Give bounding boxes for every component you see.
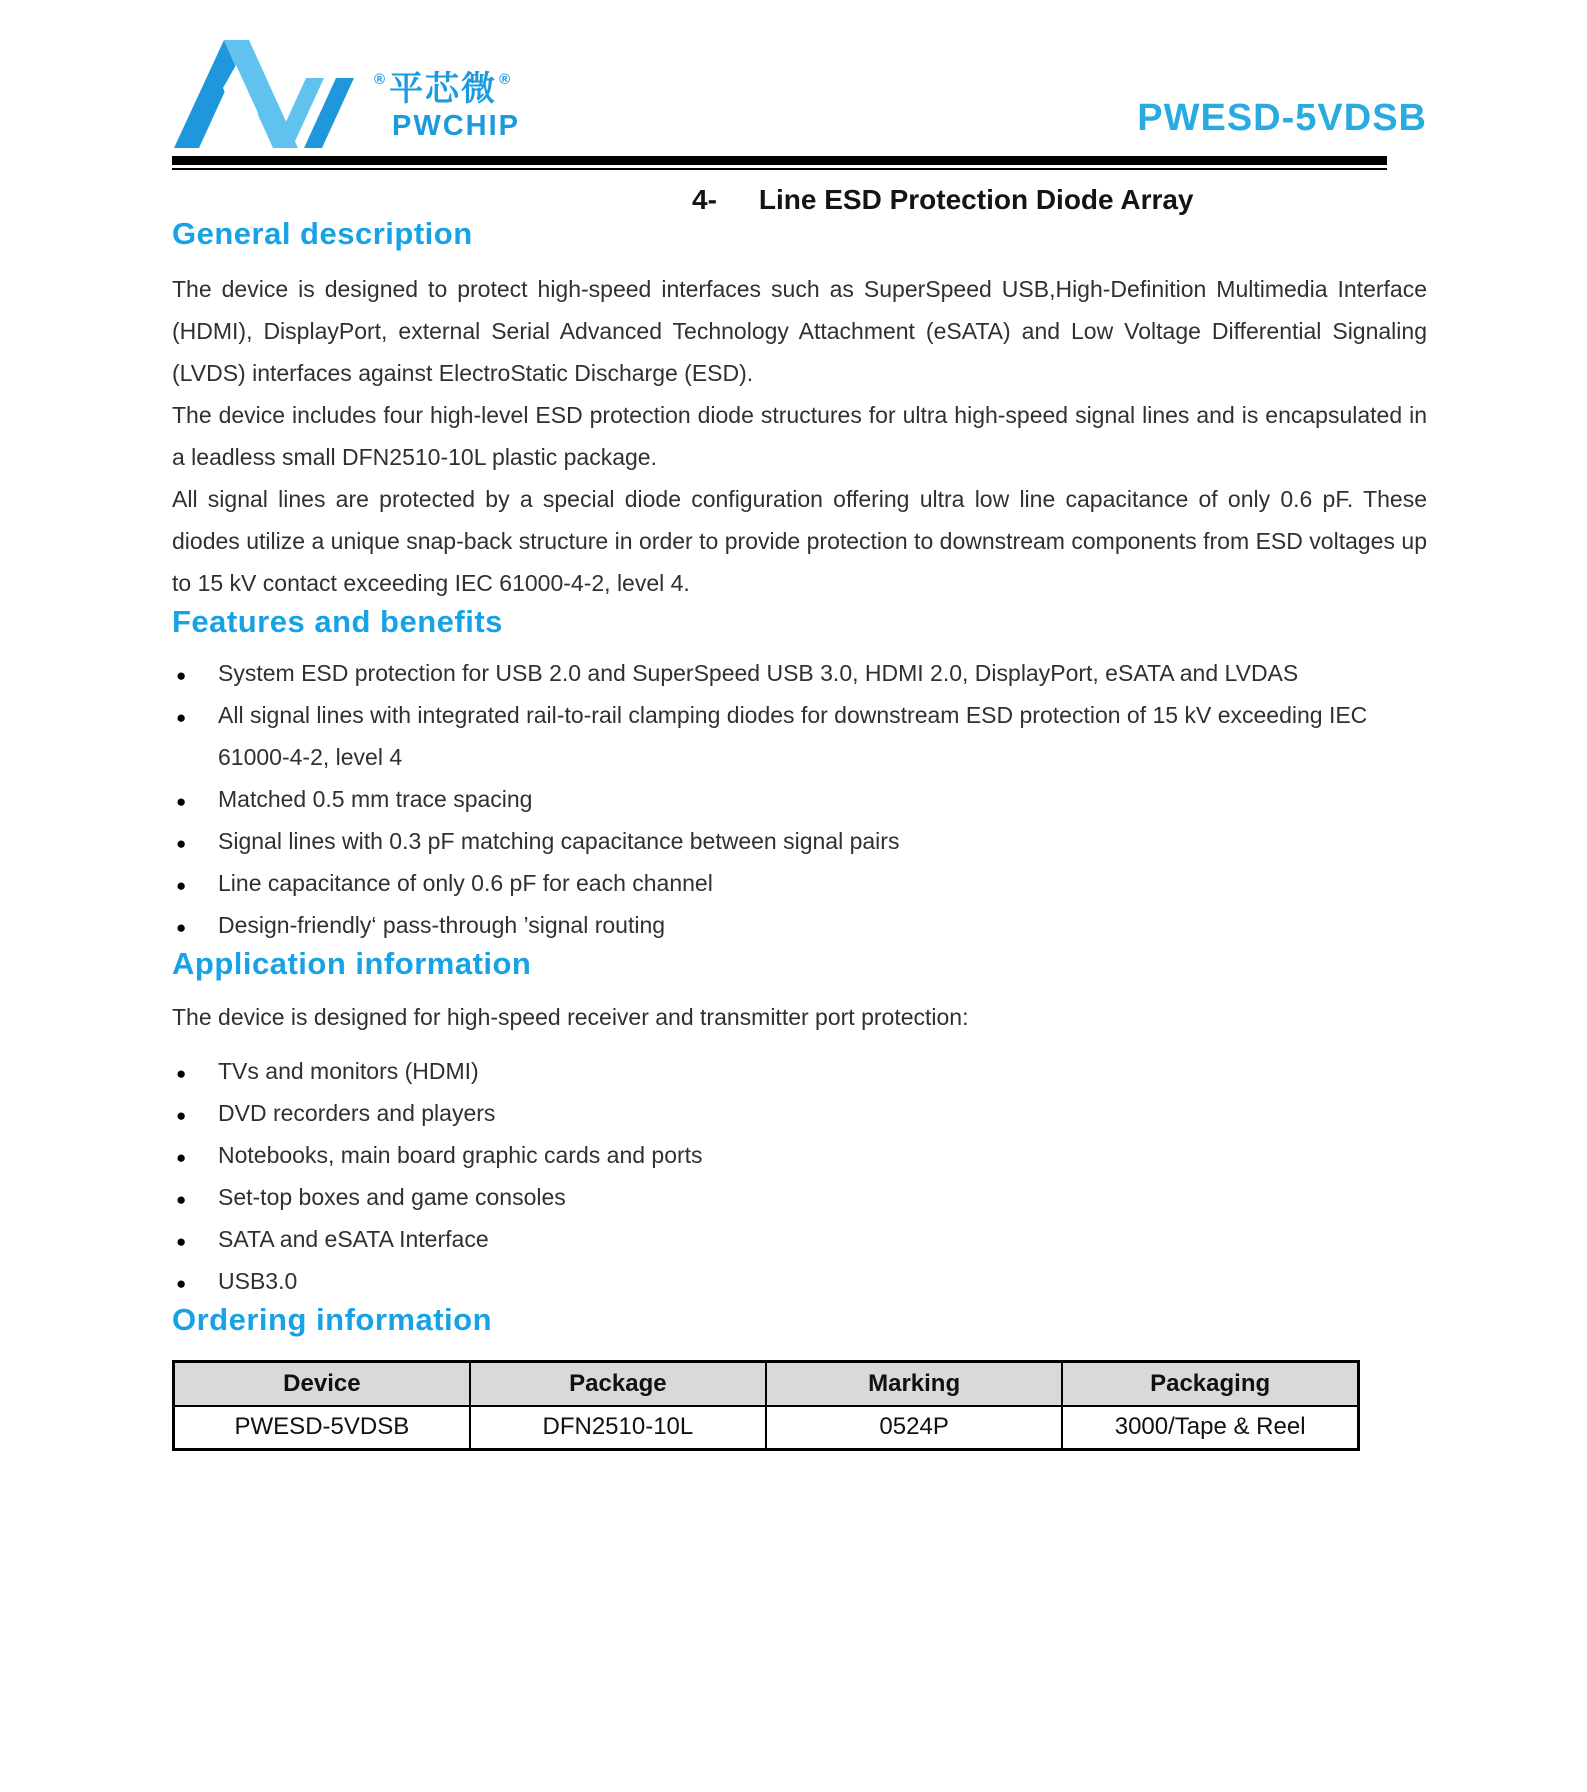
list-item	[172, 1260, 1427, 1302]
logo-cn-text: 平芯微	[389, 70, 498, 108]
features-list	[172, 652, 1427, 946]
bullet-icon	[176, 1134, 186, 1179]
cell-marking: 0524P	[766, 1406, 1062, 1450]
ordering-table	[172, 1360, 1360, 1451]
list-item	[172, 1050, 1427, 1092]
pwchip-logo-icon	[172, 38, 364, 150]
doc-title-text: Line ESD Protection Diode Array	[758, 184, 1194, 215]
list-item-text: TVs and monitors (HDMI)	[218, 1058, 479, 1084]
list-item	[172, 1176, 1427, 1218]
list-item	[172, 862, 1427, 904]
bullet-icon	[176, 820, 186, 865]
doc-title	[692, 184, 1427, 216]
bullet-icon	[176, 1260, 186, 1305]
list-item-text: Notebooks, main board graphic cards and ports	[218, 1142, 703, 1168]
page-header	[172, 34, 1427, 150]
paragraph: All signal lines are protected by a special diode configuration offering ultra low line capacitance of only 0.6 pF. These diodes utilize a unique snap-back structure in order to provide protection to downstream components from ESD voltages up to 15 kV contact exceeding IEC 61000-4-2, level 4.	[172, 486, 1427, 596]
cell-packaging: 3000/Tape & Reel	[1062, 1406, 1358, 1450]
cell-package: DFN2510-10L	[470, 1406, 766, 1450]
list-item-text: SATA and eSATA Interface	[218, 1226, 489, 1252]
registered-icon: ®	[374, 70, 388, 88]
list-item-text: All signal lines with integrated rail-to-rail clamping diodes for downstream ESD protection of 15 kV exceeding IEC 61000-4-2, level 4	[218, 702, 1368, 770]
brand-text	[372, 72, 520, 141]
column-header-package: Package	[470, 1362, 766, 1406]
list-item-text: Set-top boxes and game consoles	[218, 1184, 566, 1210]
bullet-icon	[176, 1092, 186, 1137]
list-item-text: Matched 0.5 mm trace spacing	[218, 786, 533, 812]
bullet-icon	[176, 1176, 186, 1221]
header-rule-thin	[172, 168, 1387, 170]
list-item-text: USB3.0	[218, 1268, 298, 1294]
ordering-heading: Ordering information	[172, 1302, 492, 1337]
doc-title-number: 4-	[692, 184, 717, 215]
list-item-text: Line capacitance of only 0.6 pF for each channel	[218, 870, 713, 896]
general-description-body	[172, 268, 1427, 604]
bullet-icon	[176, 778, 186, 823]
column-header-marking: Marking	[766, 1362, 1062, 1406]
bullet-icon	[176, 862, 186, 907]
applications-heading: Application information	[172, 946, 532, 981]
bullet-icon	[176, 904, 186, 949]
list-item-text: System ESD protection for USB 2.0 and SuperSpeed USB 3.0, HDMI 2.0, DisplayPort, eSATA and LVDAS	[218, 660, 1299, 686]
logo-cn-line	[372, 72, 520, 106]
cell-device: PWESD-5VDSB	[174, 1406, 470, 1450]
column-header-packaging: Packaging	[1062, 1362, 1358, 1406]
list-item	[172, 652, 1427, 694]
paragraph: The device includes four high-level ESD protection diode structures for ultra high-speed signal lines and is encapsulated in a leadless small DFN2510-10L plastic package.	[172, 402, 1427, 470]
header-rule-thick	[172, 156, 1387, 165]
registered-icon: ®	[499, 70, 513, 88]
general-description-heading: General description	[172, 216, 473, 251]
list-item	[172, 820, 1427, 862]
table-row	[174, 1406, 1359, 1450]
list-item-text: Design-friendly‘ pass-through ’signal routing	[218, 912, 666, 938]
bullet-icon	[176, 652, 186, 697]
header-rule	[172, 156, 1387, 170]
bullet-icon	[176, 694, 186, 739]
list-item	[172, 904, 1427, 946]
applications-list	[172, 1050, 1427, 1302]
features-heading: Features and benefits	[172, 604, 503, 639]
list-item	[172, 694, 1427, 778]
list-item	[172, 1134, 1427, 1176]
list-item-text: Signal lines with 0.3 pF matching capacitance between signal pairs	[218, 828, 900, 854]
bullet-icon	[176, 1218, 186, 1263]
list-item	[172, 1092, 1427, 1134]
brand-logo	[172, 38, 520, 150]
applications-intro: The device is designed for high-speed receiver and transmitter port protection:	[172, 1004, 969, 1030]
product-code-title: PWESD-5VDSB	[1137, 97, 1427, 139]
paragraph: The device is designed to protect high-speed interfaces such as SuperSpeed USB,High-Definition Multimedia Interface (HDMI), DisplayPort, external Serial Advanced Technology Attachment (eSATA) and Low Voltage Differential Signaling (LVDS) interfaces against ElectroStatic Discharge (ESD).	[172, 276, 1427, 386]
logo-en-text: PWCHIP	[392, 110, 520, 142]
list-item	[172, 1218, 1427, 1260]
table-header-row	[174, 1362, 1359, 1406]
list-item-text: DVD recorders and players	[218, 1100, 496, 1126]
list-item	[172, 778, 1427, 820]
column-header-device: Device	[174, 1362, 470, 1406]
bullet-icon	[176, 1050, 186, 1095]
